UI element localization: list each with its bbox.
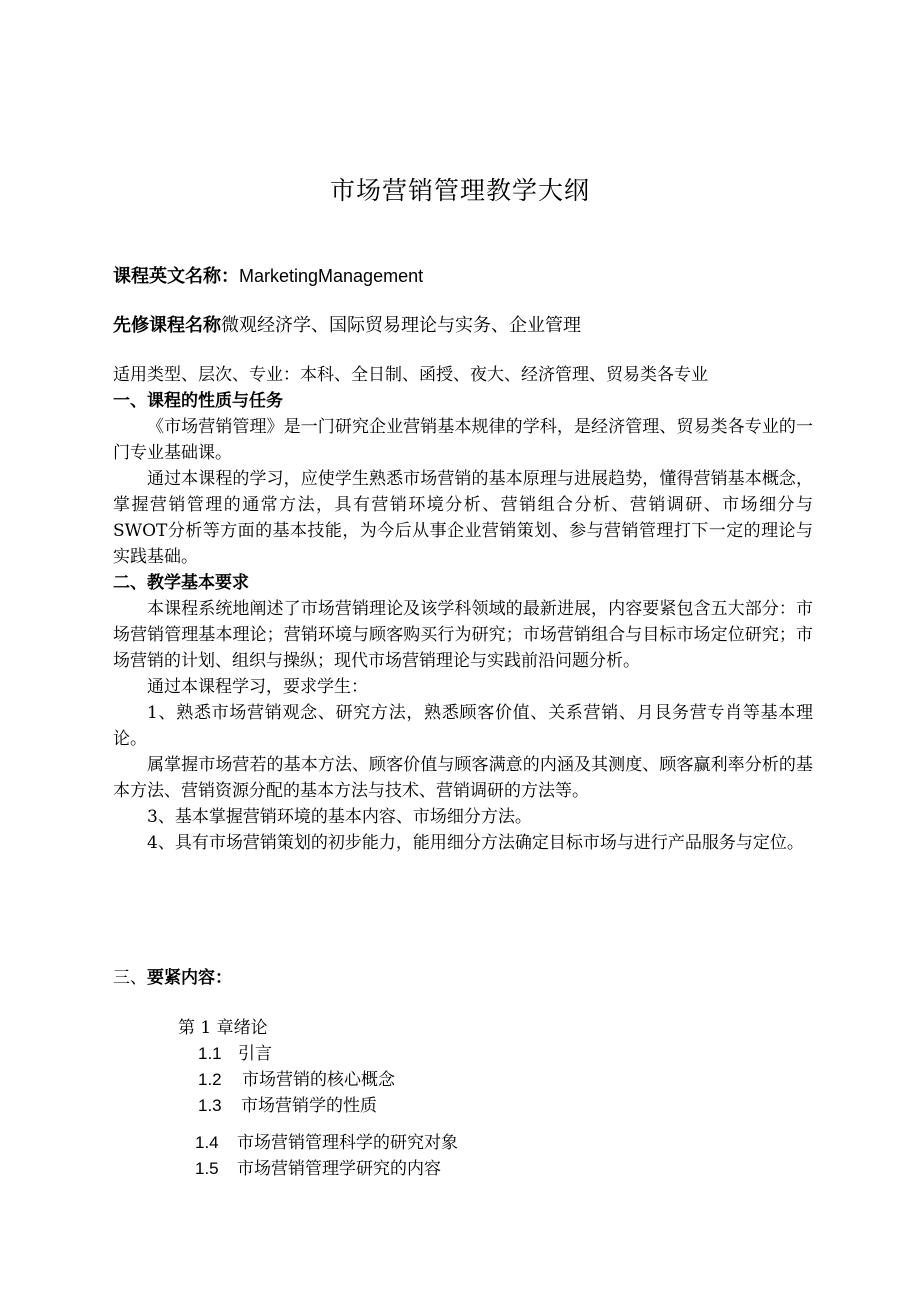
section2-paragraph: 3、基本掌握营销环境的基本内容、市场细分方法。 [147,807,532,827]
toc-item [198,1041,272,1067]
document-body [113,362,813,856]
chapter-heading [178,1015,268,1041]
toc-item-number: 1.1 [198,1044,222,1063]
chapter-number: 第 1 章 [178,1018,234,1038]
section1-heading: 一、课程的性质与任务 [113,391,283,411]
section2-paragraph: 4、具有市场营销策划的初步能力，能用细分方法确定目标市场与进行产品服务与定位。 [147,833,804,853]
section1-paragraph: 通过本课程的学习，应使学生熟悉市场营销的基本原理与进展趋势，懂得营销基本概念，掌握营销管理的通常方法，具有营销环境分析、营销组合分析、营销调研、市场细分与SWOT分析等方面的基本技能，为今后从事企业营销策划、参与营销管理打下一定的理论与实践基础。 [113,469,813,567]
english-name-value: MarketingManagement [239,266,424,286]
document-title: 市场营销管理教学大纲 [329,176,590,205]
prerequisite-line [113,312,581,340]
section3-prefix: 三、 [113,968,147,988]
toc-item-number: 1.5 [195,1159,219,1178]
english-name-label: 课程英文名称： [113,266,239,287]
section2-paragraph: 1、熟悉市场营销观念、研究方法，熟悉顾客价值、关系营销、月艮务营专肖等基本理论。 [113,703,813,749]
section2-paragraph: 属掌握市场营若的基本方法、顾客价值与顾客满意的内涵及其测度、顾客赢利率分析的基本方法、营销资源分配的基本方法与技术、营销调研的方法等。 [113,755,813,801]
chapter-title: 绪论 [233,1018,268,1038]
toc-item [198,1067,395,1093]
section2-heading: 二、教学基本要求 [113,573,249,593]
toc-item [195,1156,441,1182]
toc-item-number: 1.3 [198,1096,222,1115]
section3-title: 要紧内容： [147,968,232,988]
section2-paragraph: 本课程系统地阐述了市场营销理论及该学科领域的最新进展，内容要紧包含五大部分：市场营销管理基本理论；营销环境与顾客购买行为研究；市场营销组合与目标市场定位研究；市场营销的计划、组织与操纵；现代市场营销理论与实践前沿问题分析。 [113,599,813,671]
applicable-line: 适用类型、层次、专业：本科、全日制、函授、夜大、经济管理、贸易类各专业 [113,365,708,385]
toc-item-number: 1.4 [195,1133,219,1152]
section3-heading [113,965,232,991]
section1-paragraph: 《市场营销管理》是一门研究企业营销基本规律的学科，是经济管理、贸易类各专业的一门专业基础课。 [113,417,813,463]
toc-item-text: 市场营销管理科学的研究对象 [237,1133,458,1153]
english-name-line [113,262,423,291]
toc-item [198,1093,377,1119]
toc-item-text: 市场营销的核心概念 [242,1070,395,1090]
toc-item-text: 引言 [238,1044,272,1064]
toc-item-text: 市场营销学的性质 [241,1096,377,1116]
section2-paragraph: 通过本课程学习，要求学生： [147,677,368,697]
toc-item-text: 市场营销管理学研究的内容 [237,1159,441,1179]
prerequisite-label: 先修课程名称 [113,315,221,336]
toc-item-number: 1.2 [198,1070,222,1089]
toc-item [195,1130,458,1156]
prerequisite-value: 微观经济学、国际贸易理论与实务、企业管理 [221,315,581,336]
